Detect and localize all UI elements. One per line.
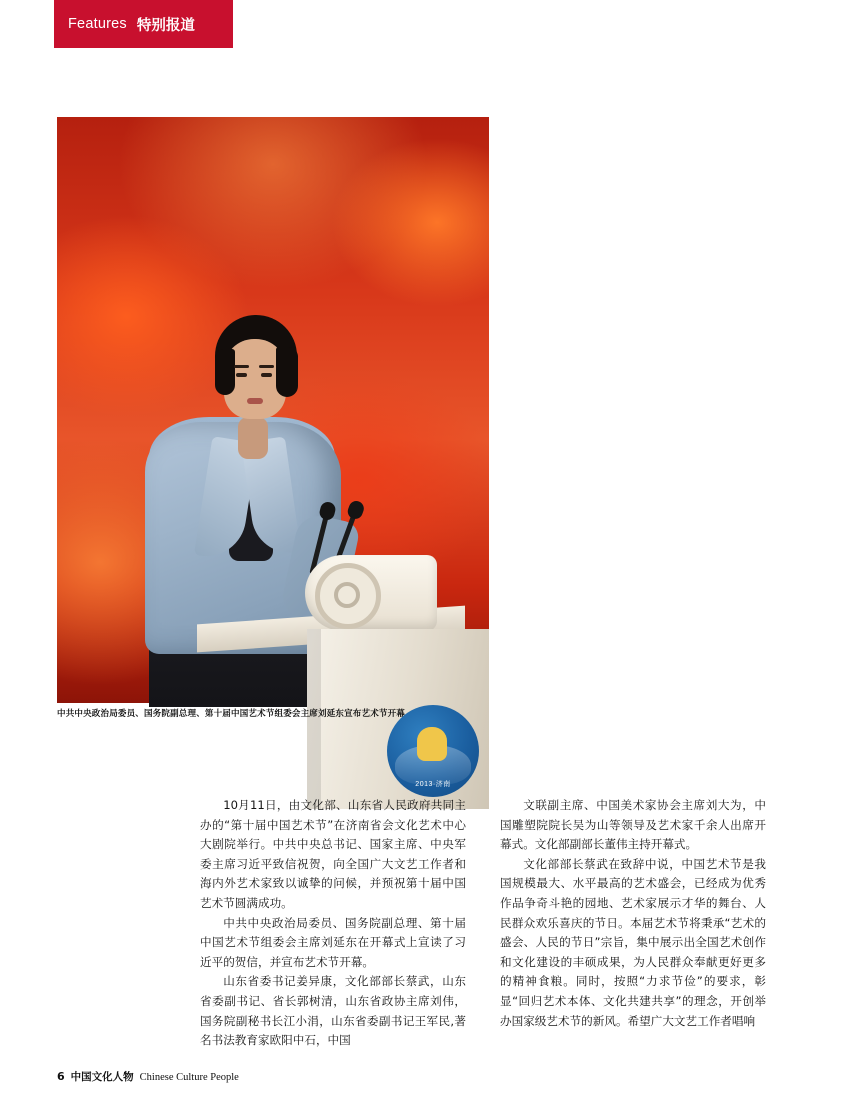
body-column-right [500,796,766,1031]
publication-name-en: Chinese Culture People [139,1072,239,1083]
body-column-left [200,796,466,1051]
paragraph: 山东省委书记姜异康，文化部部长蔡武，山东省委副书记、省长郭树清，山东省政协主席刘伟，国务院副秘书长江小涓，山东省委副书记王军民,著名书法教育家欧阳中石，中国 [200,974,466,1048]
speaker-hair-right [276,347,298,397]
speaker-eyebrow-left [234,365,249,368]
speaker-hair-left [215,349,235,395]
speaker-eyebrow-right [259,365,274,368]
speaker-neck [238,417,268,459]
paragraph: 文化部部长蔡武在致辞中说，中国艺术节是我国规模最大、水平最高的艺术盛会，已经成为优秀作品争奇斗艳的园地、艺术家展示才华的舞台、人民群众欢乐喜庆的节日。本届艺术节将秉承“艺术的盛会、人民的节日”宗旨，集中展示出全国艺术创作和文化建设的丰硕成果，为人民群众奉献更好更多的精神食粮。同时，按照“力求节俭”的要求，彰显“回归艺术本体、文化共建共享”的理念，开创举办国家级艺术节的新风。希望广大文艺工作者唱响 [500,856,766,1028]
section-title-cn: 特别报道 [136,17,195,34]
emblem-figure [417,727,447,761]
publication-name-cn: 中国文化人物 [70,1071,134,1083]
section-title-en: Features [68,16,127,32]
page-number: 6 [57,1070,65,1083]
page-footer [57,1069,239,1084]
emblem-year: 2013·济南 [415,781,451,788]
speaker-eye-left [236,373,247,377]
paragraph: 文联副主席、中国美术家协会主席刘大为，中国雕塑院院长吴为山等领导及艺术家千余人出席开幕式。文化部副部长董伟主持开幕式。 [500,798,766,852]
paragraph: 中共中央政治局委员、国务院副总理、第十届中国艺术节组委会主席刘延东在开幕式上宣读了习近平的贺信，并宣布艺术节开幕。 [200,915,466,969]
paragraph: 10月11日，由文化部、山东省人民政府共同主办的“第十届中国艺术节”在济南省会文化艺术中心大剧院举行。中共中央总书记、国家主席、中央军委主席习近平致信祝贺，向全国广大文艺工作者和海内外艺术家致以诚挚的问候，并预祝第十届中国艺术节圆满成功。 [200,798,466,910]
speaker-mouth [247,398,263,404]
podium-scroll-spiral [315,563,381,629]
speaker-eye-right [261,373,272,377]
section-header-tab [54,0,233,48]
photo-caption: 中共中央政治局委员、国务院副总理、第十届中国艺术节组委会主席刘延东宣布艺术节开幕 [57,709,406,719]
